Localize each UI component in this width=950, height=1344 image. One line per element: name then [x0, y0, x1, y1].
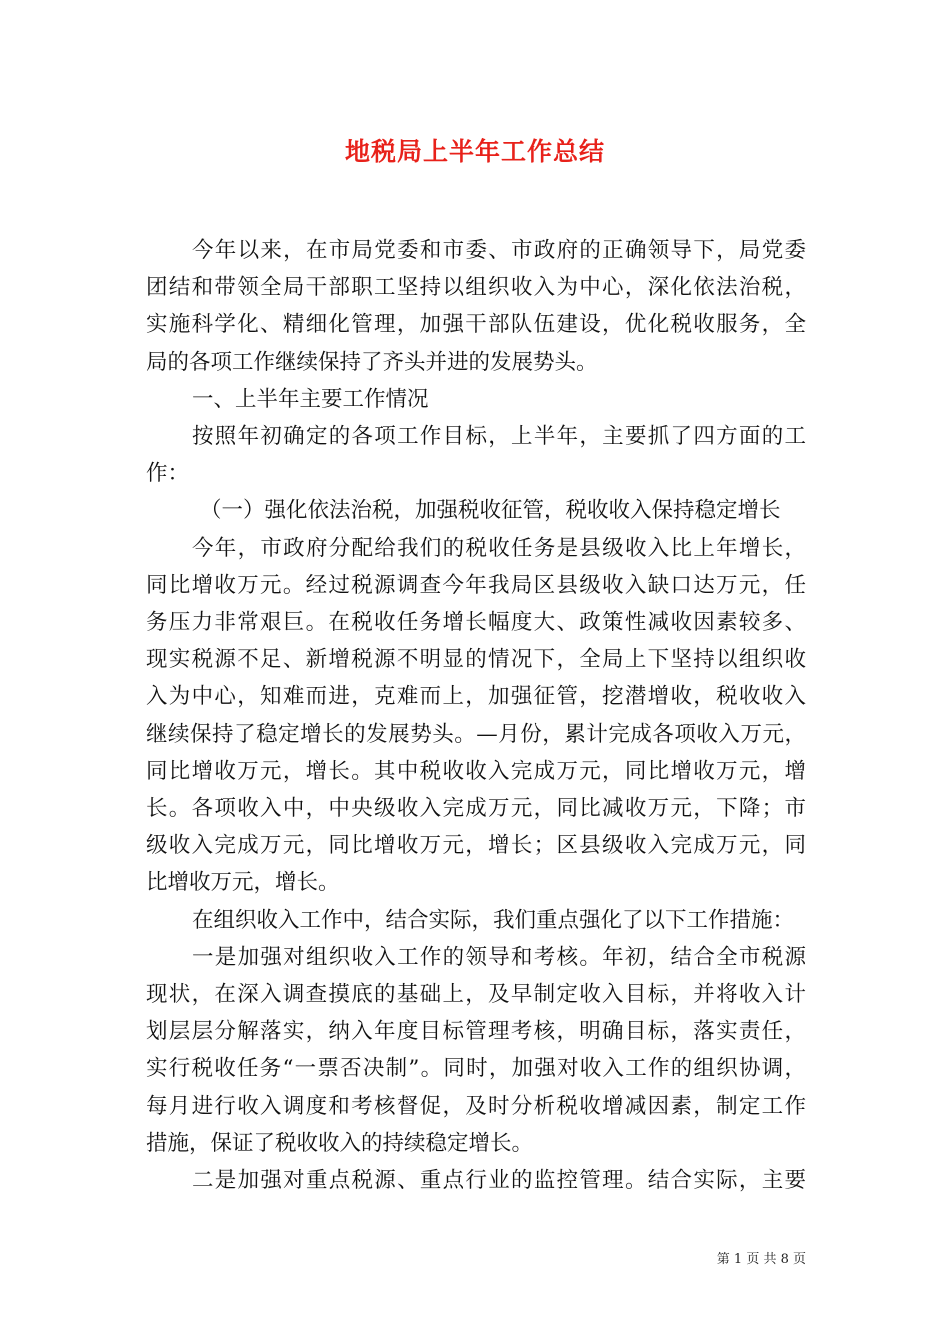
body-text-line: 每月进行收入调度和考核督促，及时分析税收增减因素，制定工作: [146, 1093, 806, 1119]
body-text-line: 作：: [146, 461, 190, 487]
body-text-line: 务压力非常艰巨。在税收任务增长幅度大、政策性减收因素较多、: [146, 610, 806, 636]
body-text-line: 实施科学化、精细化管理，加强干部队伍建设，优化税收服务，全: [146, 312, 806, 338]
body-text-line: 团结和带领全局干部职工坚持以组织收入为中心，深化依法治税，: [146, 275, 806, 301]
body-text-line: 继续保持了稳定增长的发展势头。—月份，累计完成各项收入万元，: [146, 721, 806, 747]
body-text-line: 入为中心，知难而进，克难而上，加强征管，挖潜增收，税收收入: [146, 684, 806, 710]
body-text-line: 同比增收万元。经过税源调查今年我局区县级收入缺口达万元，任: [146, 572, 806, 598]
page-footer: 第 1 页 共 8 页: [716, 1252, 806, 1267]
body-text-line: 划层层分解落实，纳入年度目标管理考核，明确目标，落实责任，: [146, 1019, 806, 1045]
body-text-line: 级收入完成万元，同比增收万元，增长；区县级收入完成万元，同: [146, 833, 806, 859]
body-text-line: 现实税源不足、新增税源不明显的情况下，全局上下坚持以组织收: [146, 647, 806, 673]
body-text-line: 同比增收万元，增长。其中税收收入完成万元，同比增收万元，增: [146, 758, 806, 784]
body-text-line: 一、上半年主要工作情况: [192, 386, 429, 412]
body-text-line: 二是加强对重点税源、重点行业的监控管理。结合实际，主要: [192, 1168, 806, 1194]
body-text-line: 按照年初确定的各项工作目标，上半年，主要抓了四方面的工: [192, 424, 806, 450]
body-text-line: 长。各项收入中，中央级收入完成万元，同比减收万元，下降；市: [146, 796, 806, 822]
body-text-line: 今年以来，在市局党委和市委、市政府的正确领导下，局党委: [192, 238, 806, 263]
body-text-line: 局的各项工作继续保持了齐头并进的发展势头。: [146, 349, 598, 375]
body-text-line: 现状，在深入调查摸底的基础上，及早制定收入目标，并将收入计: [146, 982, 806, 1008]
body-text-line: 一是加强对组织收入工作的领导和考核。年初，结合全市税源: [192, 944, 806, 970]
body-text-line: 今年，市政府分配给我们的税收任务是县级收入比上年增长，: [192, 535, 806, 561]
body-text-line: 措施，保证了税收收入的持续稳定增长。: [146, 1130, 534, 1156]
document-body: [146, 232, 806, 1199]
body-text-line: 比增收万元，增长。: [146, 870, 340, 896]
body-text-line: （一）强化依法治税，加强税收征管，税收收入保持稳定增长: [200, 498, 781, 524]
body-text-line: 在组织收入工作中，结合实际，我们重点强化了以下工作措施：: [192, 907, 795, 933]
document-title: 地税局上半年工作总结: [344, 137, 605, 166]
body-text-line: 实行税收任务“一票否决制”。同时，加强对收入工作的组织协调，: [146, 1056, 806, 1082]
